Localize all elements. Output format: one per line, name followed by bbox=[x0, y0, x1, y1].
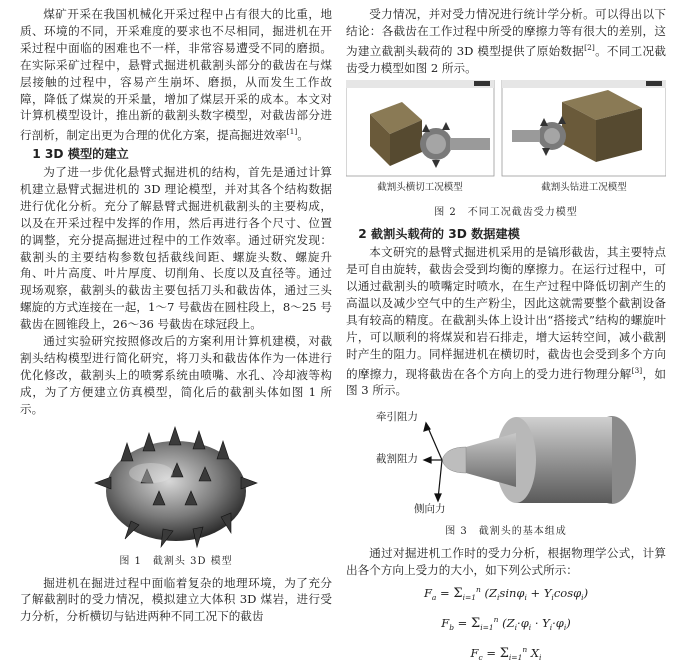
lateral-force-label: 侧向力 bbox=[414, 503, 446, 516]
figure-3 bbox=[346, 403, 666, 521]
equation-fc: $F_c = \Sigma_{i=1}^n$ $X_i$ bbox=[470, 645, 542, 663]
body-paragraph: 掘进机在掘进过程中面临着复杂的地理环境，为了充分了解截割时的受力情况，模拟建立大体积 3D 煤岩，进行受力分析，分析横切与钻进两种不同工况下的截齿 bbox=[20, 575, 332, 624]
body-paragraph: 通过实验研究按照修改后的方案利用计算机建模，对截割头结构模型进行简化研究，将刀头和截齿体作为一体进行优化修改，截割头上的喷雾系统由喷嘴、水孔、冷却液等构成，为了方便建立仿真模型，简化后的截割头体如图 1 所示。 bbox=[20, 334, 332, 416]
left-column bbox=[20, 6, 332, 625]
sum-symbol: Σ bbox=[499, 646, 509, 662]
figure-2-caption: 图 2 不同工况截齿受力模型 bbox=[434, 207, 578, 219]
figure-2a-label: 截割头横切工况模型 bbox=[377, 182, 463, 194]
figure-2-image bbox=[346, 80, 666, 180]
sum-symbol: Σ bbox=[470, 615, 481, 631]
section-heading-2: 2 截割头载荷的 3D 数据建模 bbox=[358, 227, 520, 242]
intro-paragraph: 煤矿开采在我国机械化开采过程中占有很大的比重，地质、环境的不同，开采难度的要求也不尽相同，掘进机在开采过程中面临的困难也不一样，非常容易遭受不同的磨损。在实际采矿过程中，悬臂式掘进机截割头部分的截齿在与煤层接触的过程中，容易产生崩坏、磨损，从而发生工作故障，降低了煤炭的开采量，增加了煤层开采的成本。本文对计算机模型设计，推出新的截割头数字模型，对截齿部分进行剖析，制定出更为合理的优化方案，提高掘进效率[1]。 bbox=[20, 7, 332, 143]
equation-fb: $F_b = \Sigma_{i=1}^n$ $(Z_i\cdot\varphi_i \cdot Y_i\cdot\varphi_i)$ bbox=[441, 615, 571, 633]
body-paragraph: 为了进一步优化悬臂式掘进机的结构，首先是通过计算机建立悬臂式掘进机的 3D 理论模型，并对其各个结构数据进行优化分析。充分了解悬臂式掘进机截割头的主要构成，以及在开采过程中发挥的作用，然后再进行各个尺寸、位置的调整，充分提高掘进过程中的工作效率。通过研究发现：截割头的主要结构参数包括截线间距、螺旋头数、螺旋升角、叶片高度、叶片厚度、切削角、长度以及直径等。通过现场观察，截割头的截齿主要包括刀头和截齿体，通过三头螺旋的方式连接在一起，1～7 号截齿在圆柱段上，8～25 号截齿在圆锥段上，26～36 号截齿在球冠段上。 bbox=[20, 165, 332, 332]
figure-2 bbox=[346, 80, 666, 202]
right-column bbox=[346, 6, 666, 669]
equation-fa: $F_a = \Sigma_{i=1}^n$ $(Z_i\sin\varphi_i + Y_i\cos\varphi_i)$ bbox=[423, 585, 589, 603]
body-paragraph: 受力情况，并对受力情况进行统计学分析。可以得出以下结论：各截齿在工作过程中所受的摩擦力等有很大的差别，这为建立截割头载荷的 3D 模型提供了原始数据[2]。不同工况截齿受力模型如图 2 所示。 bbox=[346, 7, 666, 75]
cutting-head-3d-model bbox=[81, 421, 271, 551]
body-paragraph: 本文研究的悬臂式掘进机采用的是镐形截齿，其主要特点是可自由旋转，截齿会受到均衡的摩擦力。在运行过程中，可以通过截割头的喷嘴定时喷水，在生产过程中降低切割产生的高温以及减少空气中的生产粉尘，因此这就需要整个截割设备具有较高的精度。在截割头体上设计出“搭接式”结构的螺旋叶片，可以顺利的将煤炭和岩石排走，增大运转空间，减小截割时产生的阻力。同样掘进机在横切时，截齿也会受到多个方向的摩擦力，现将截齿在各个方向上的受力进行物理分解[3]，如图 3 所示。 bbox=[346, 245, 666, 398]
figure-3-caption: 图 3 截割头的基本组成 bbox=[445, 526, 567, 538]
figure-1-caption: 图 1 截割头 3D 模型 bbox=[119, 555, 233, 567]
traction-resistance-label: 牵引阻力 bbox=[376, 411, 418, 424]
figure-2b-label: 截割头钻进工况模型 bbox=[541, 182, 627, 194]
section-heading-1: 1 3D 模型的建立 bbox=[32, 147, 129, 162]
sum-symbol: Σ bbox=[453, 585, 463, 601]
cutting-resistance-label: 截割阻力 bbox=[376, 453, 418, 466]
body-paragraph: 通过对掘进机工作时的受力分析，根据物理学公式，计算出各个方向上受力的大小，如下列公式所示： bbox=[346, 546, 666, 578]
figure-1-image bbox=[81, 421, 271, 551]
